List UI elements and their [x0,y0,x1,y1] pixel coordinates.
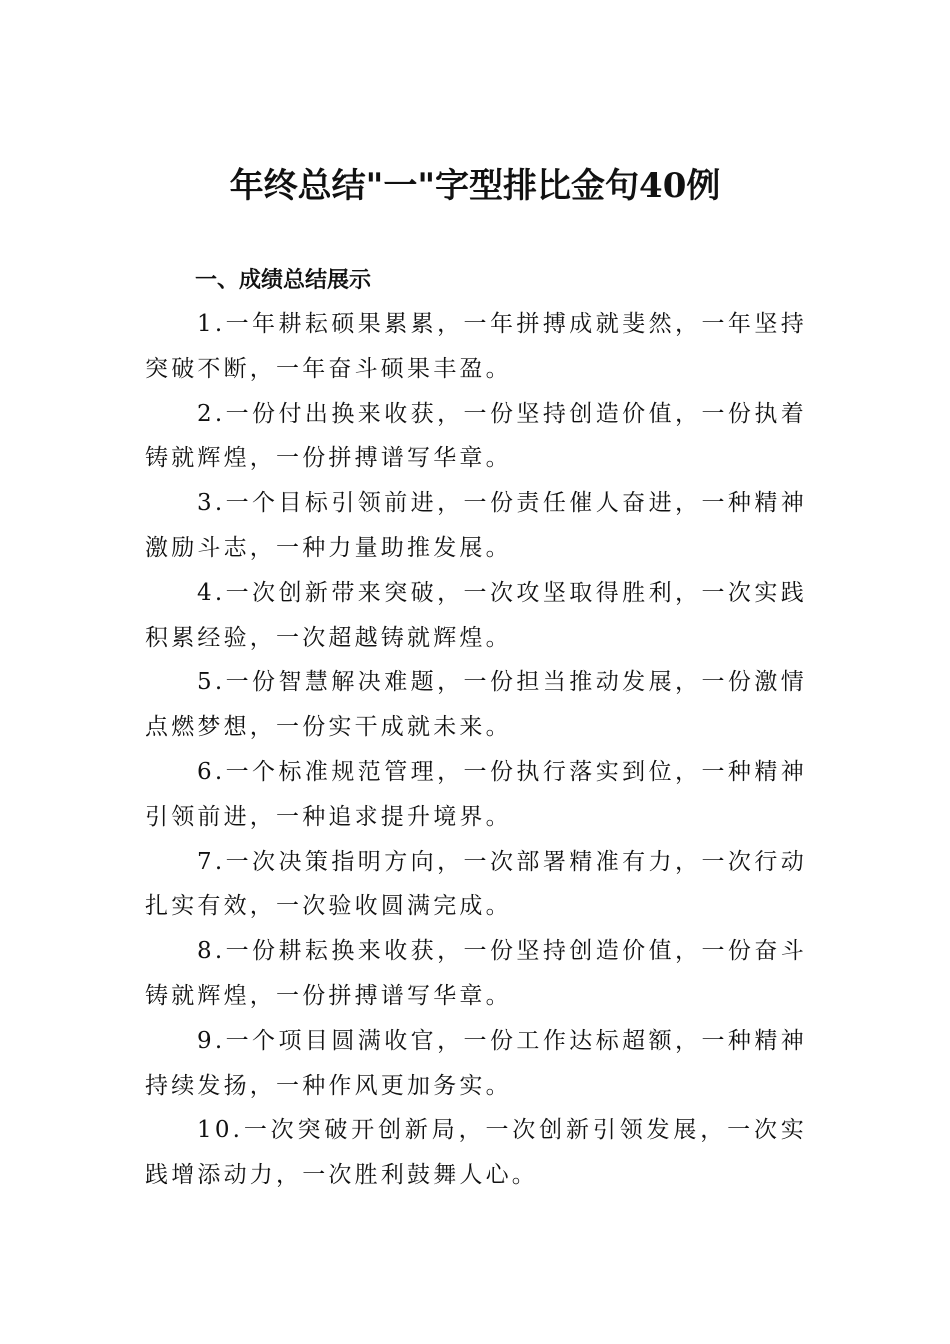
list-item: 2.一份付出换来收获，一份坚持创造价值，一份执着铸就辉煌，一份拼搏谱写华章。 [145,400,807,472]
list-item: 5.一份智慧解决难题，一份担当推动发展，一份激情点燃梦想，一份实干成就未来。 [145,669,807,741]
list-item: 9.一个项目圆满收官，一份工作达标超额，一种精神持续发扬，一种作风更加务实。 [145,1027,807,1099]
list-item: 3.一个目标引领前进，一份责任催人奋进，一种精神激励斗志，一种力量助推发展。 [145,490,807,561]
item-list [145,302,807,1198]
list-item: 8.一份耕耘换来收获，一份坚持创造价值，一份奋斗铸就辉煌，一份拼搏谱写华章。 [145,938,807,1009]
list-item: 1.一年耕耘硕果累累，一年拼搏成就斐然，一年坚持突破不断，一年奋斗硕果丰盈。 [145,311,807,382]
document-title: 年终总结"一"字型排比金句40例 [229,166,721,206]
list-item: 4.一次创新带来突破，一次攻坚取得胜利，一次实践积累经验，一次超越铸就辉煌。 [145,579,807,651]
list-item: 7.一次决策指明方向，一次部署精准有力，一次行动扎实有效，一次验收圆满完成。 [145,848,807,920]
list-item: 6.一个标准规范管理，一份执行落实到位，一种精神引领前进，一种追求提升境界。 [145,758,807,830]
section-heading: 一、成绩总结展示 [195,268,372,293]
list-item: 10.一次突破开创新局，一次创新引领发展，一次实践增添动力，一次胜利鼓舞人心。 [145,1117,807,1189]
